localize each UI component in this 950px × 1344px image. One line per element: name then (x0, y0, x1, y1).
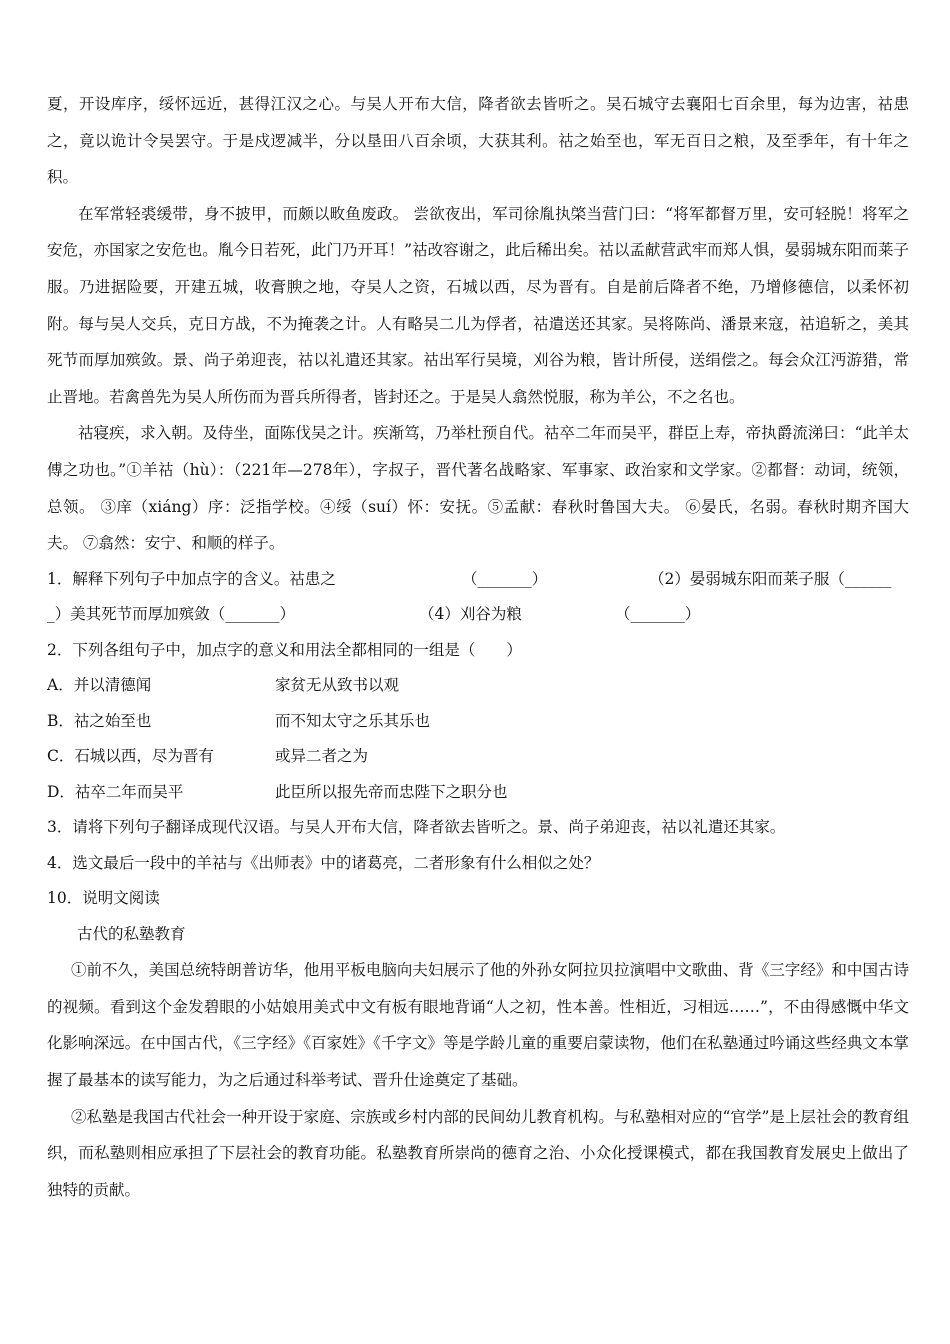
section-10-paragraph-2: ②私塾是我国古代社会一种开设于家庭、宗族或乡村内部的民间幼儿教育机构。与私塾相对应的“官学”是上层社会的教育组织，而私塾则相应承担了下层社会的教育功能。私塾教育所崇尚的德育之治、小众化授课模式，都在我国教育发展史上做出了独特的贡献。 (47, 1107, 909, 1199)
question-1-prompt: 1．解释下列句子中加点字的含义。祜患之 (47, 569, 336, 588)
option-c (47, 739, 909, 775)
question-1-item-3: _）美其死节而厚加殡敛（_______） (47, 605, 296, 624)
option-d-left: D．祜卒二年而吴平 (47, 782, 184, 801)
passage-paragraph-3-with-notes: 祜寝疾，求入朝。及侍坐，面陈伐吴之计。疾渐笃，乃举杜预自代。祜卒二年而吴平，群臣上寿，帝执爵流涕曰：“此羊太傅之功也。”①羊祜（hù）：（221年—278年），字叔子，晋代著名战略家、军事家、政治家和文学家。②都督：动词，统领，总领。 ③庠（xiáng）序：泛指学校。④绥（suí）怀：安抚。⑤孟献：春秋时鲁国大夫。 ⑥晏氏，名弱。春秋时期齐国大夫。 ⑦翕然：安宁、和顺的样子。 (47, 424, 909, 553)
option-a-right: 家贫无从致书以观 (275, 676, 400, 695)
option-b-left: B．祜之始至也 (47, 711, 152, 730)
question-1-item-2: （2）晏弱城东阳而莱子服（______ (649, 569, 892, 588)
question-1-line-1 (47, 562, 909, 598)
passage-paragraph-2: 在军常轻裘缓带，身不披甲，而颇以畋鱼废政。 尝欲夜出，军司徐胤执棨当营门曰：“将军都督万里，安可轻脱！将军之安危，亦国家之安危也。胤今日若死，此门乃开耳！”祜改容谢之，此后稀出矣。祜以孟献营武牢而郑人惧，晏弱城东阳而莱子服。乃进据险要，开建五城，收膏腴之地，夺吴人之资，石城以西，尽为晋有。自是前后降者不绝，乃增修德信，以柔怀初附。每与吴人交兵，克日方战，不为掩袭之计。人有略吴二儿为俘者，祜遣送还其家。吴将陈尚、潘景来寇，祜追斩之，美其死节而厚加殡敛。景、尚子弟迎丧，祜以礼遣还其家。祜出军行吴境，刈谷为粮，皆计所侵，送绢偿之。每会众江沔游猎，常止晋地。若禽兽先为吴人所伤而为晋兵所得者，皆封还之。于是吴人翕然悦服，称为羊公，不之名也。 (47, 204, 909, 406)
document-page (47, 86, 909, 1208)
option-b (47, 704, 909, 740)
option-c-left: C．石城以西，尽为晋有 (47, 747, 214, 766)
question-1-blank-1: （_______） (462, 569, 548, 588)
question-3: 3．请将下列句子翻译成现代汉语。与吴人开布大信，降者欲去皆听之。景、尚子弟迎丧，祜以礼遣还其家。 (47, 818, 786, 837)
question-1-blank-4: （_______） (615, 605, 701, 624)
question-1-item-4: （4）刈谷为粮 (419, 605, 522, 624)
section-10-title: 古代的私塾教育 (77, 924, 186, 943)
option-c-right: 或异二者之为 (275, 747, 369, 766)
question-2: 2．下列各组句子中，加点字的意义和用法全都相同的一组是（ ） (47, 640, 522, 659)
question-4: 4．选文最后一段中的羊祜与《出师表》中的诸葛亮，二者形象有什么相似之处？ (47, 853, 600, 872)
question-1-line-2 (47, 597, 909, 633)
section-10-heading: 10．说明文阅读 (47, 889, 160, 908)
option-b-right: 而不知太守之乐其乐也 (275, 711, 431, 730)
option-a (47, 668, 909, 704)
option-a-left: A．并以清德闻 (47, 676, 152, 695)
option-d-right: 此臣所以报先帝而忠陛下之职分也 (275, 782, 508, 801)
passage-paragraph-1: 夏，开设库序，绥怀远近，甚得江汉之心。与吴人开布大信，降者欲去皆听之。吴石城守去襄阳七百余里，每为边害，祜患之，竟以诡计令吴罢守。于是戍逻减半，分以垦田八百余顷，大获其利。祜之始至也，军无百日之粮，及至季年，有十年之积。 (47, 95, 909, 187)
section-10-paragraph-1: ①前不久，美国总统特朗普访华，他用平板电脑向夫妇展示了他的外孙女阿拉贝拉演唱中文歌曲、背《三字经》和中国古诗的视频。看到这个金发碧眼的小姑娘用美式中文有板有眼地背诵“人之初，性本善。性相近，习相远……”，不由得感慨中华文化影响深远。在中国古代，《三字经》《百家姓》《千字文》等是学龄儿童的重要启蒙读物，他们在私塾通过吟诵这些经典文本掌握了最基本的读写能力，为之后通过科举考试、晋升仕途奠定了基础。 (47, 961, 909, 1089)
option-d (47, 775, 909, 811)
